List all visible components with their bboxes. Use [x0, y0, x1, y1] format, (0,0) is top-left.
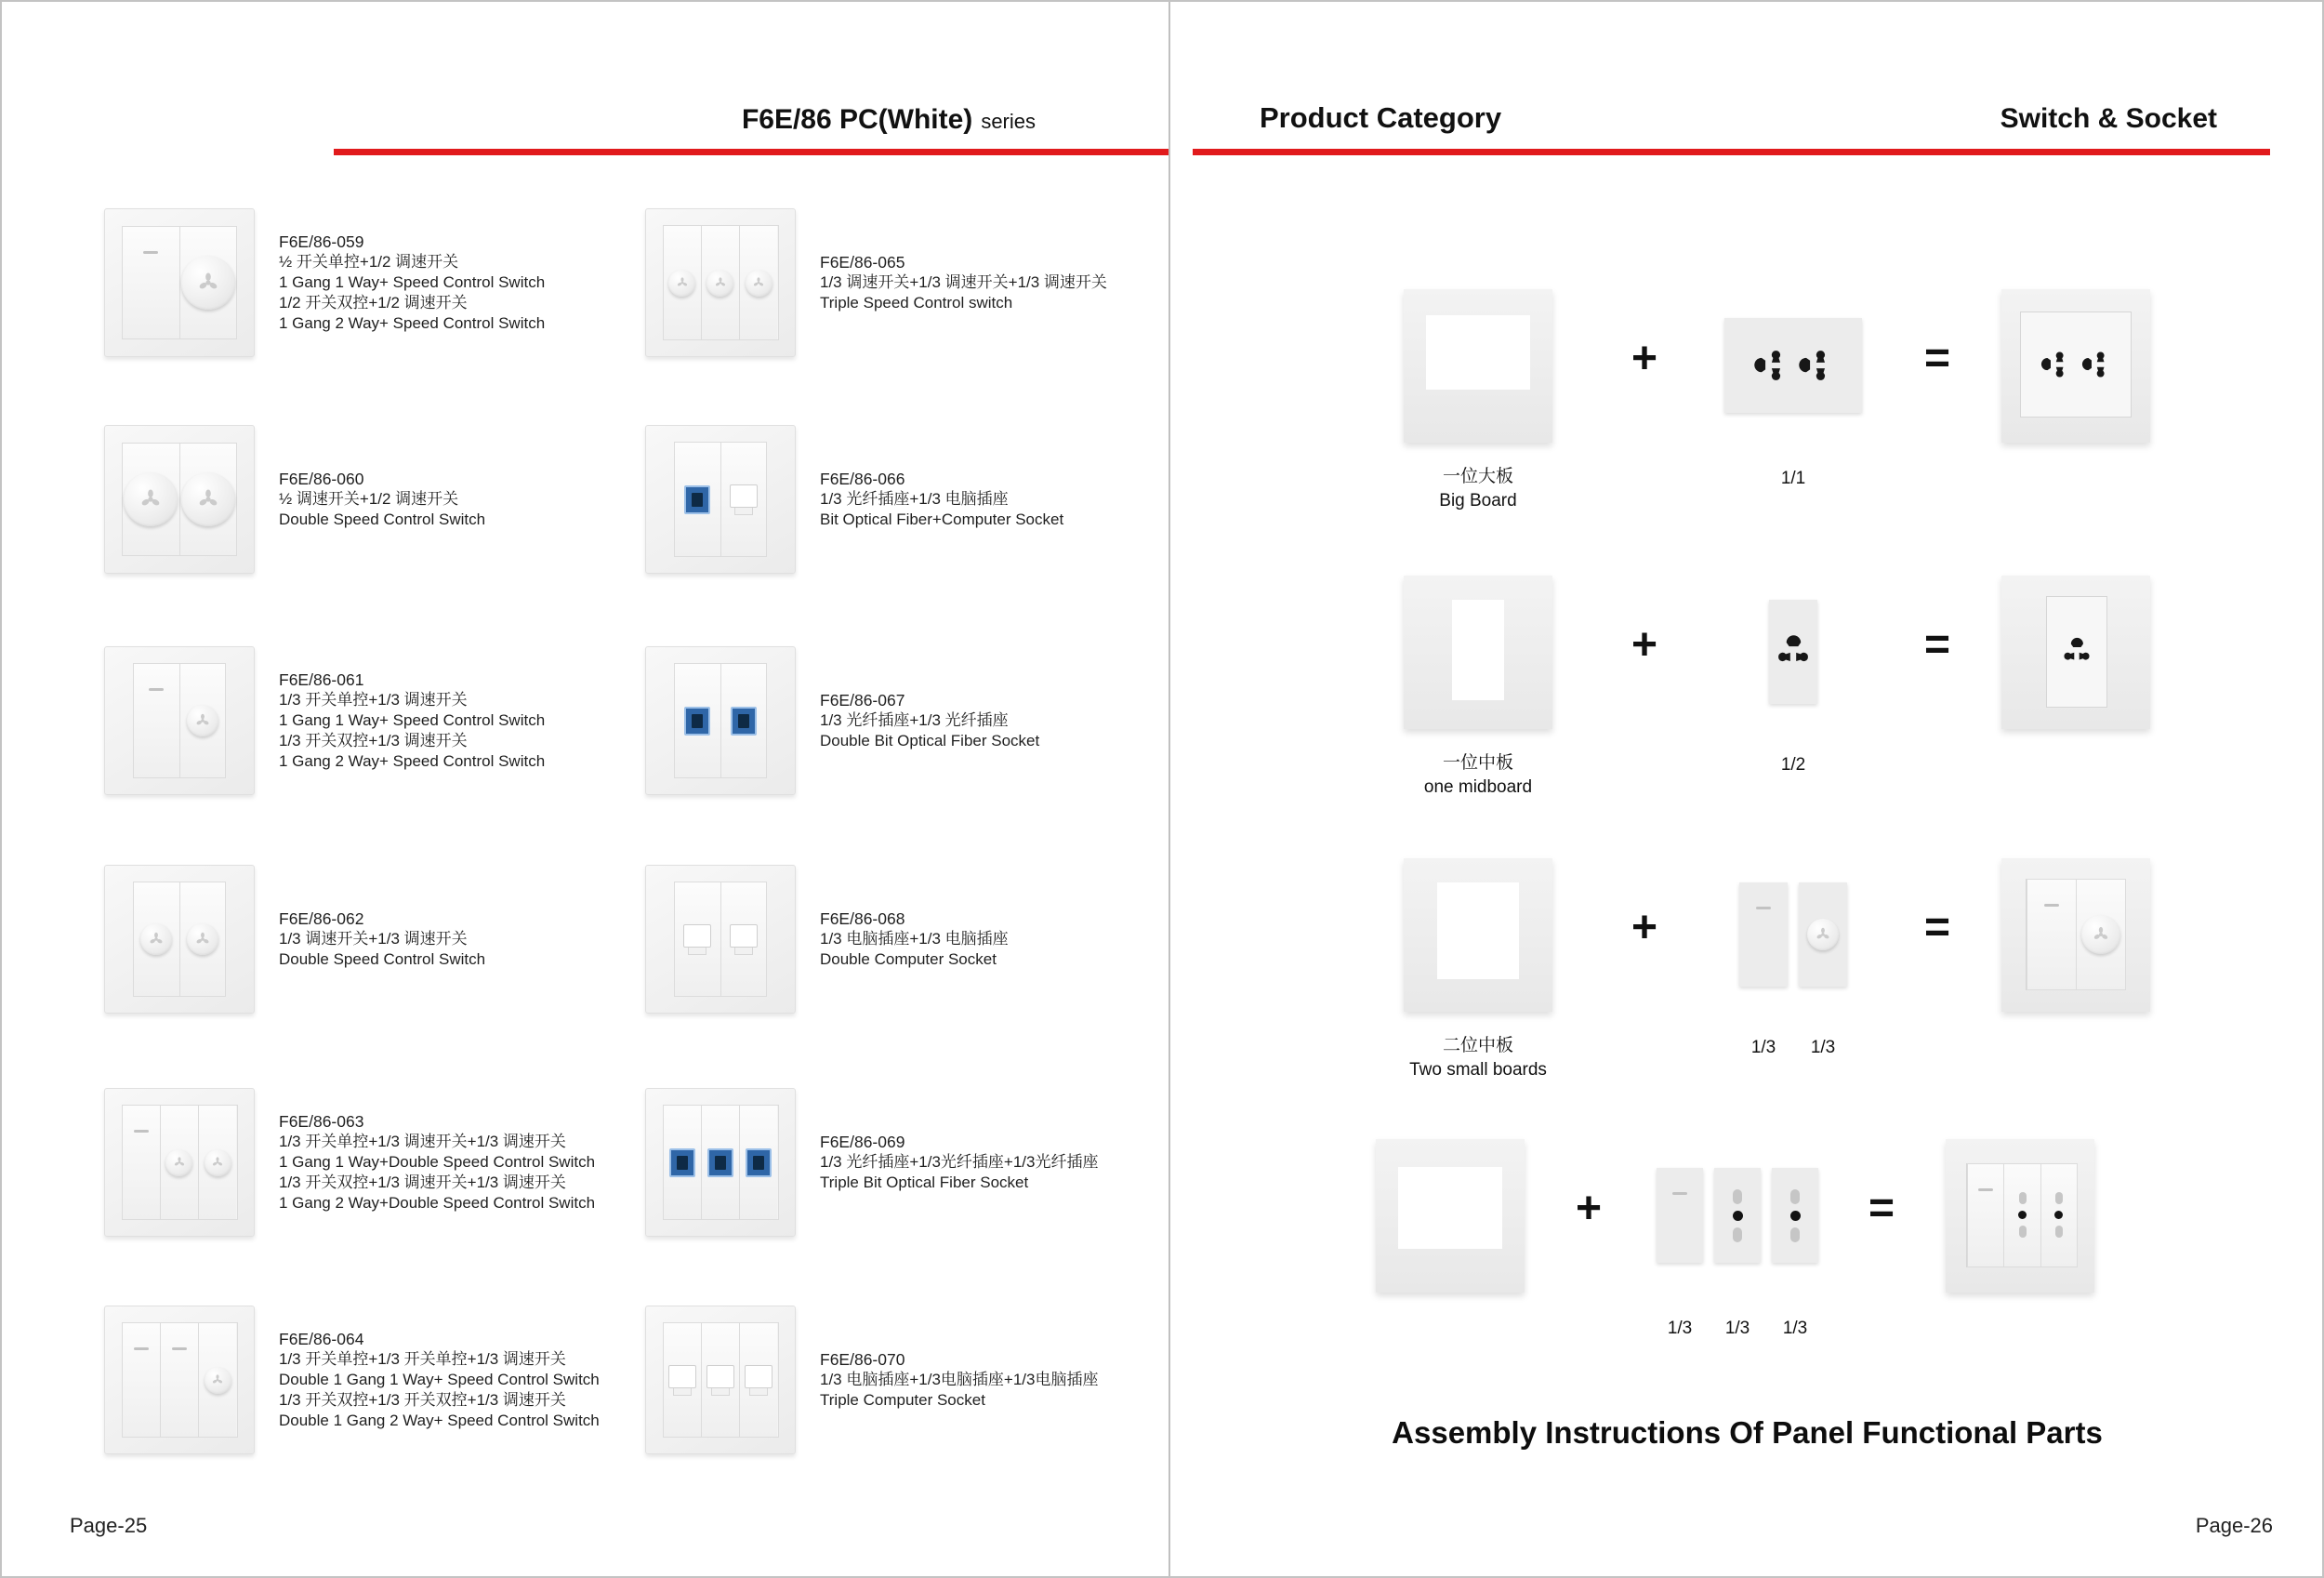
rocker-switch — [134, 664, 180, 777]
product-desc-line: Double Computer Socket — [820, 950, 997, 968]
fan-knob-icon — [140, 923, 172, 955]
universal-socket-holes-icon — [2080, 349, 2112, 380]
assembly-title: Assembly Instructions Of Panel Functional Parts — [1392, 1415, 2103, 1450]
product-desc-line: Double 1 Gang 1 Way+ Speed Control Switch — [279, 1371, 600, 1388]
two-pin-socket-icon — [1790, 1189, 1801, 1242]
product-model: F6E/86-070 — [820, 1350, 905, 1369]
product-desc-line: 1/3 电脑插座+1/3 电脑插座 — [820, 930, 1009, 948]
two-pin-socket-icon — [1733, 1189, 1743, 1242]
product-model: F6E/86-068 — [820, 909, 905, 928]
fraction-label: 1/3 — [1724, 1319, 1750, 1338]
product-item — [645, 1306, 1098, 1454]
assembled-panel — [2001, 576, 2150, 729]
fiber-port-icon — [684, 707, 710, 736]
product-item — [104, 646, 545, 795]
rocker-switch — [2027, 879, 2077, 990]
panel-label: 一位中板 one midboard — [1423, 753, 1533, 797]
product-image — [645, 1088, 796, 1237]
product-desc-line: 1/3 调速开关+1/3 调速开关 — [279, 930, 468, 948]
product-desc-line: 1/2 开关双控+1/2 调速开关 — [279, 294, 468, 312]
category-title: Product Category — [1260, 101, 1502, 134]
product-item — [645, 646, 1039, 795]
product-desc-line: 1/3 光纤插座+1/3 光纤插座 — [820, 711, 1009, 729]
fan-knob-icon — [205, 1367, 231, 1394]
assembly-row — [1376, 288, 2150, 513]
product-desc-line: Double 1 Gang 2 Way+ Speed Control Switch — [279, 1412, 600, 1429]
fraction-label: 1/1 — [1780, 469, 1806, 488]
computer-port-icon — [730, 484, 758, 515]
product-desc-line: 1 Gang 2 Way+Double Speed Control Switch — [279, 1194, 596, 1212]
fraction-label: 1/2 — [1780, 755, 1806, 775]
product-desc-line: Double Speed Control Switch — [279, 950, 486, 968]
product-model: F6E/86-060 — [279, 470, 364, 488]
product-item — [104, 865, 485, 1014]
product-item — [104, 1088, 595, 1237]
fan-knob-icon — [205, 1149, 231, 1176]
product-desc-line: 1/3 开关双控+1/3 开关双控+1/3 调速开关 — [279, 1391, 566, 1409]
fiber-port-icon — [746, 1148, 772, 1177]
fan-knob-icon — [165, 1149, 192, 1176]
product-desc-line: Double Bit Optical Fiber Socket — [820, 732, 1040, 749]
fan-knob-icon — [706, 270, 733, 297]
rocker-switch — [161, 1323, 199, 1437]
panel-label: 一位大板 Big Board — [1439, 467, 1517, 511]
fan-knob-icon — [124, 472, 178, 526]
category-name: Switch & Socket — [2000, 103, 2217, 134]
fan-knob-icon — [746, 270, 772, 297]
product-model: F6E/86-063 — [279, 1112, 364, 1131]
product-item — [104, 208, 545, 357]
product-desc-line: 1/3 开关双控+1/3 调速开关+1/3 调速开关 — [279, 1174, 566, 1191]
product-model: F6E/86-061 — [279, 670, 364, 689]
right-header-rule — [1193, 149, 2270, 155]
fraction-label: 1/3 — [1810, 1038, 1836, 1057]
fiber-port-icon — [669, 1148, 695, 1177]
product-model: F6E/86-062 — [279, 909, 364, 928]
assembly-row — [1376, 575, 2150, 800]
two-pin-socket-icon — [2054, 1192, 2063, 1238]
fan-knob-icon — [181, 472, 235, 526]
product-desc-line: 1/3 开关单控+1/3 开关单控+1/3 调速开关 — [279, 1350, 566, 1368]
computer-port-icon — [683, 924, 711, 955]
product-model: F6E/86-064 — [279, 1330, 364, 1348]
rocker-switch — [1967, 1163, 2004, 1267]
multi-socket-module — [1769, 600, 1817, 704]
universal-socket-holes-icon — [1775, 633, 1812, 670]
assembled-panel — [2001, 858, 2150, 1012]
fan-knob-icon — [668, 270, 695, 297]
product-desc-line: Triple Computer Socket — [820, 1391, 985, 1409]
midboard-panel — [1404, 576, 1552, 729]
page-number-right: Page-26 — [2195, 1514, 2273, 1537]
assembled-panel — [2001, 289, 2150, 443]
product-image — [104, 208, 255, 357]
speed-knob-module — [1799, 882, 1847, 987]
computer-port-icon — [730, 924, 758, 955]
product-image — [645, 646, 796, 795]
rocker-switch — [123, 227, 180, 338]
equals-operator: = — [1868, 1184, 1895, 1233]
rocker-switch — [1672, 1192, 1687, 1195]
product-model: F6E/86-067 — [820, 691, 905, 709]
fraction-label: 1/3 — [1667, 1319, 1693, 1338]
two-pin-socket-icon — [2018, 1192, 2027, 1238]
product-desc-line: Triple Speed Control switch — [820, 294, 1013, 312]
fan-knob-icon — [187, 923, 218, 955]
computer-port-icon — [745, 1365, 772, 1396]
product-item — [104, 1306, 600, 1454]
rocker-switch — [123, 1106, 161, 1219]
universal-socket-holes-icon — [2040, 349, 2071, 380]
product-desc-line: 1/3 光纤插座+1/3 电脑插座 — [820, 490, 1009, 508]
fiber-port-icon — [707, 1148, 733, 1177]
product-item — [645, 865, 1009, 1014]
big-board-panel — [1404, 289, 1552, 443]
product-desc-line: 1 Gang 1 Way+Double Speed Control Switch — [279, 1153, 596, 1171]
series-suffix: series — [981, 110, 1036, 133]
plus-operator: + — [1631, 903, 1658, 952]
product-image — [104, 1088, 255, 1237]
fan-knob-icon — [187, 705, 218, 736]
universal-socket-holes-icon — [1797, 347, 1834, 384]
fan-knob-icon — [181, 256, 235, 310]
fiber-port-icon — [731, 707, 757, 736]
equals-operator: = — [1924, 334, 1951, 383]
product-desc-line: Bit Optical Fiber+Computer Socket — [820, 511, 1064, 528]
product-image — [104, 425, 255, 574]
rocker-switch — [123, 1323, 161, 1437]
product-desc-line: 1 Gang 1 Way+ Speed Control Switch — [279, 711, 546, 729]
series-header — [2, 104, 1036, 136]
product-model: F6E/86-065 — [820, 253, 905, 272]
product-desc-line: 1/3 开关双控+1/3 调速开关 — [279, 732, 468, 749]
switch-module — [1739, 882, 1788, 987]
fraction-label: 1/3 — [1782, 1319, 1808, 1338]
two-boards-panel — [1404, 858, 1552, 1012]
computer-port-icon — [706, 1365, 734, 1396]
fraction-label: 1/3 — [1750, 1038, 1776, 1057]
product-desc-line: 1 Gang 1 Way+ Speed Control Switch — [279, 273, 546, 291]
product-model: F6E/86-066 — [820, 470, 905, 488]
panel-label: 二位中板 Two small boards — [1409, 1036, 1547, 1080]
series-title: F6E/86 PC(White) — [741, 104, 973, 135]
socket-module — [1772, 1168, 1818, 1263]
product-desc-line: Double Speed Control Switch — [279, 511, 486, 528]
page-number-left: Page-25 — [70, 1514, 148, 1537]
computer-port-icon — [668, 1365, 696, 1396]
product-desc-line: 1/3 光纤插座+1/3光纤插座+1/3光纤插座 — [820, 1153, 1099, 1171]
product-desc-line: 1/3 电脑插座+1/3电脑插座+1/3电脑插座 — [820, 1371, 1099, 1388]
product-desc-line: 1/3 开关单控+1/3 调速开关+1/3 调速开关 — [279, 1133, 566, 1150]
assembled-panel — [1946, 1139, 2094, 1293]
product-image — [645, 865, 796, 1014]
fan-knob-icon — [2081, 915, 2120, 954]
product-desc-line: ½ 调速开关+1/2 调速开关 — [279, 490, 459, 508]
product-model: F6E/86-059 — [279, 232, 364, 251]
product-item — [645, 425, 1063, 574]
equals-operator: = — [1924, 620, 1951, 670]
product-image — [645, 425, 796, 574]
product-desc-line: 1/3 调速开关+1/3 调速开关+1/3 调速开关 — [820, 273, 1107, 291]
fan-knob-icon — [1807, 919, 1839, 950]
product-image — [104, 646, 255, 795]
product-item — [645, 1088, 1098, 1237]
product-desc-line: ½ 开关单控+1/2 调速开关 — [279, 253, 459, 271]
switch-module — [1657, 1168, 1703, 1263]
page-divider — [1169, 2, 1170, 1576]
universal-socket-holes-icon — [1752, 347, 1789, 384]
product-item — [645, 208, 1107, 357]
left-header-rule — [334, 149, 1169, 155]
double-socket-module — [1724, 318, 1862, 413]
product-image — [645, 208, 796, 357]
plus-operator: + — [1576, 1184, 1603, 1233]
fiber-port-icon — [684, 485, 710, 514]
plus-operator: + — [1631, 620, 1658, 670]
product-image — [104, 1306, 255, 1454]
plus-operator: + — [1631, 334, 1658, 383]
product-desc-line: 1 Gang 2 Way+ Speed Control Switch — [279, 752, 546, 770]
universal-socket-holes-icon — [2061, 636, 2093, 668]
rocker-switch — [1756, 907, 1771, 909]
board-panel — [1376, 1139, 1525, 1293]
product-desc-line: 1/3 开关单控+1/3 调速开关 — [279, 691, 468, 709]
product-item — [104, 425, 485, 574]
product-image — [104, 865, 255, 1014]
socket-module — [1714, 1168, 1761, 1263]
product-model: F6E/86-069 — [820, 1133, 905, 1151]
assembly-row — [1376, 857, 2150, 1082]
product-desc-line: 1 Gang 2 Way+ Speed Control Switch — [279, 314, 546, 332]
product-desc-line: Triple Bit Optical Fiber Socket — [820, 1174, 1029, 1191]
product-image — [645, 1306, 796, 1454]
assembly-row — [1376, 1138, 2094, 1339]
equals-operator: = — [1924, 903, 1951, 952]
